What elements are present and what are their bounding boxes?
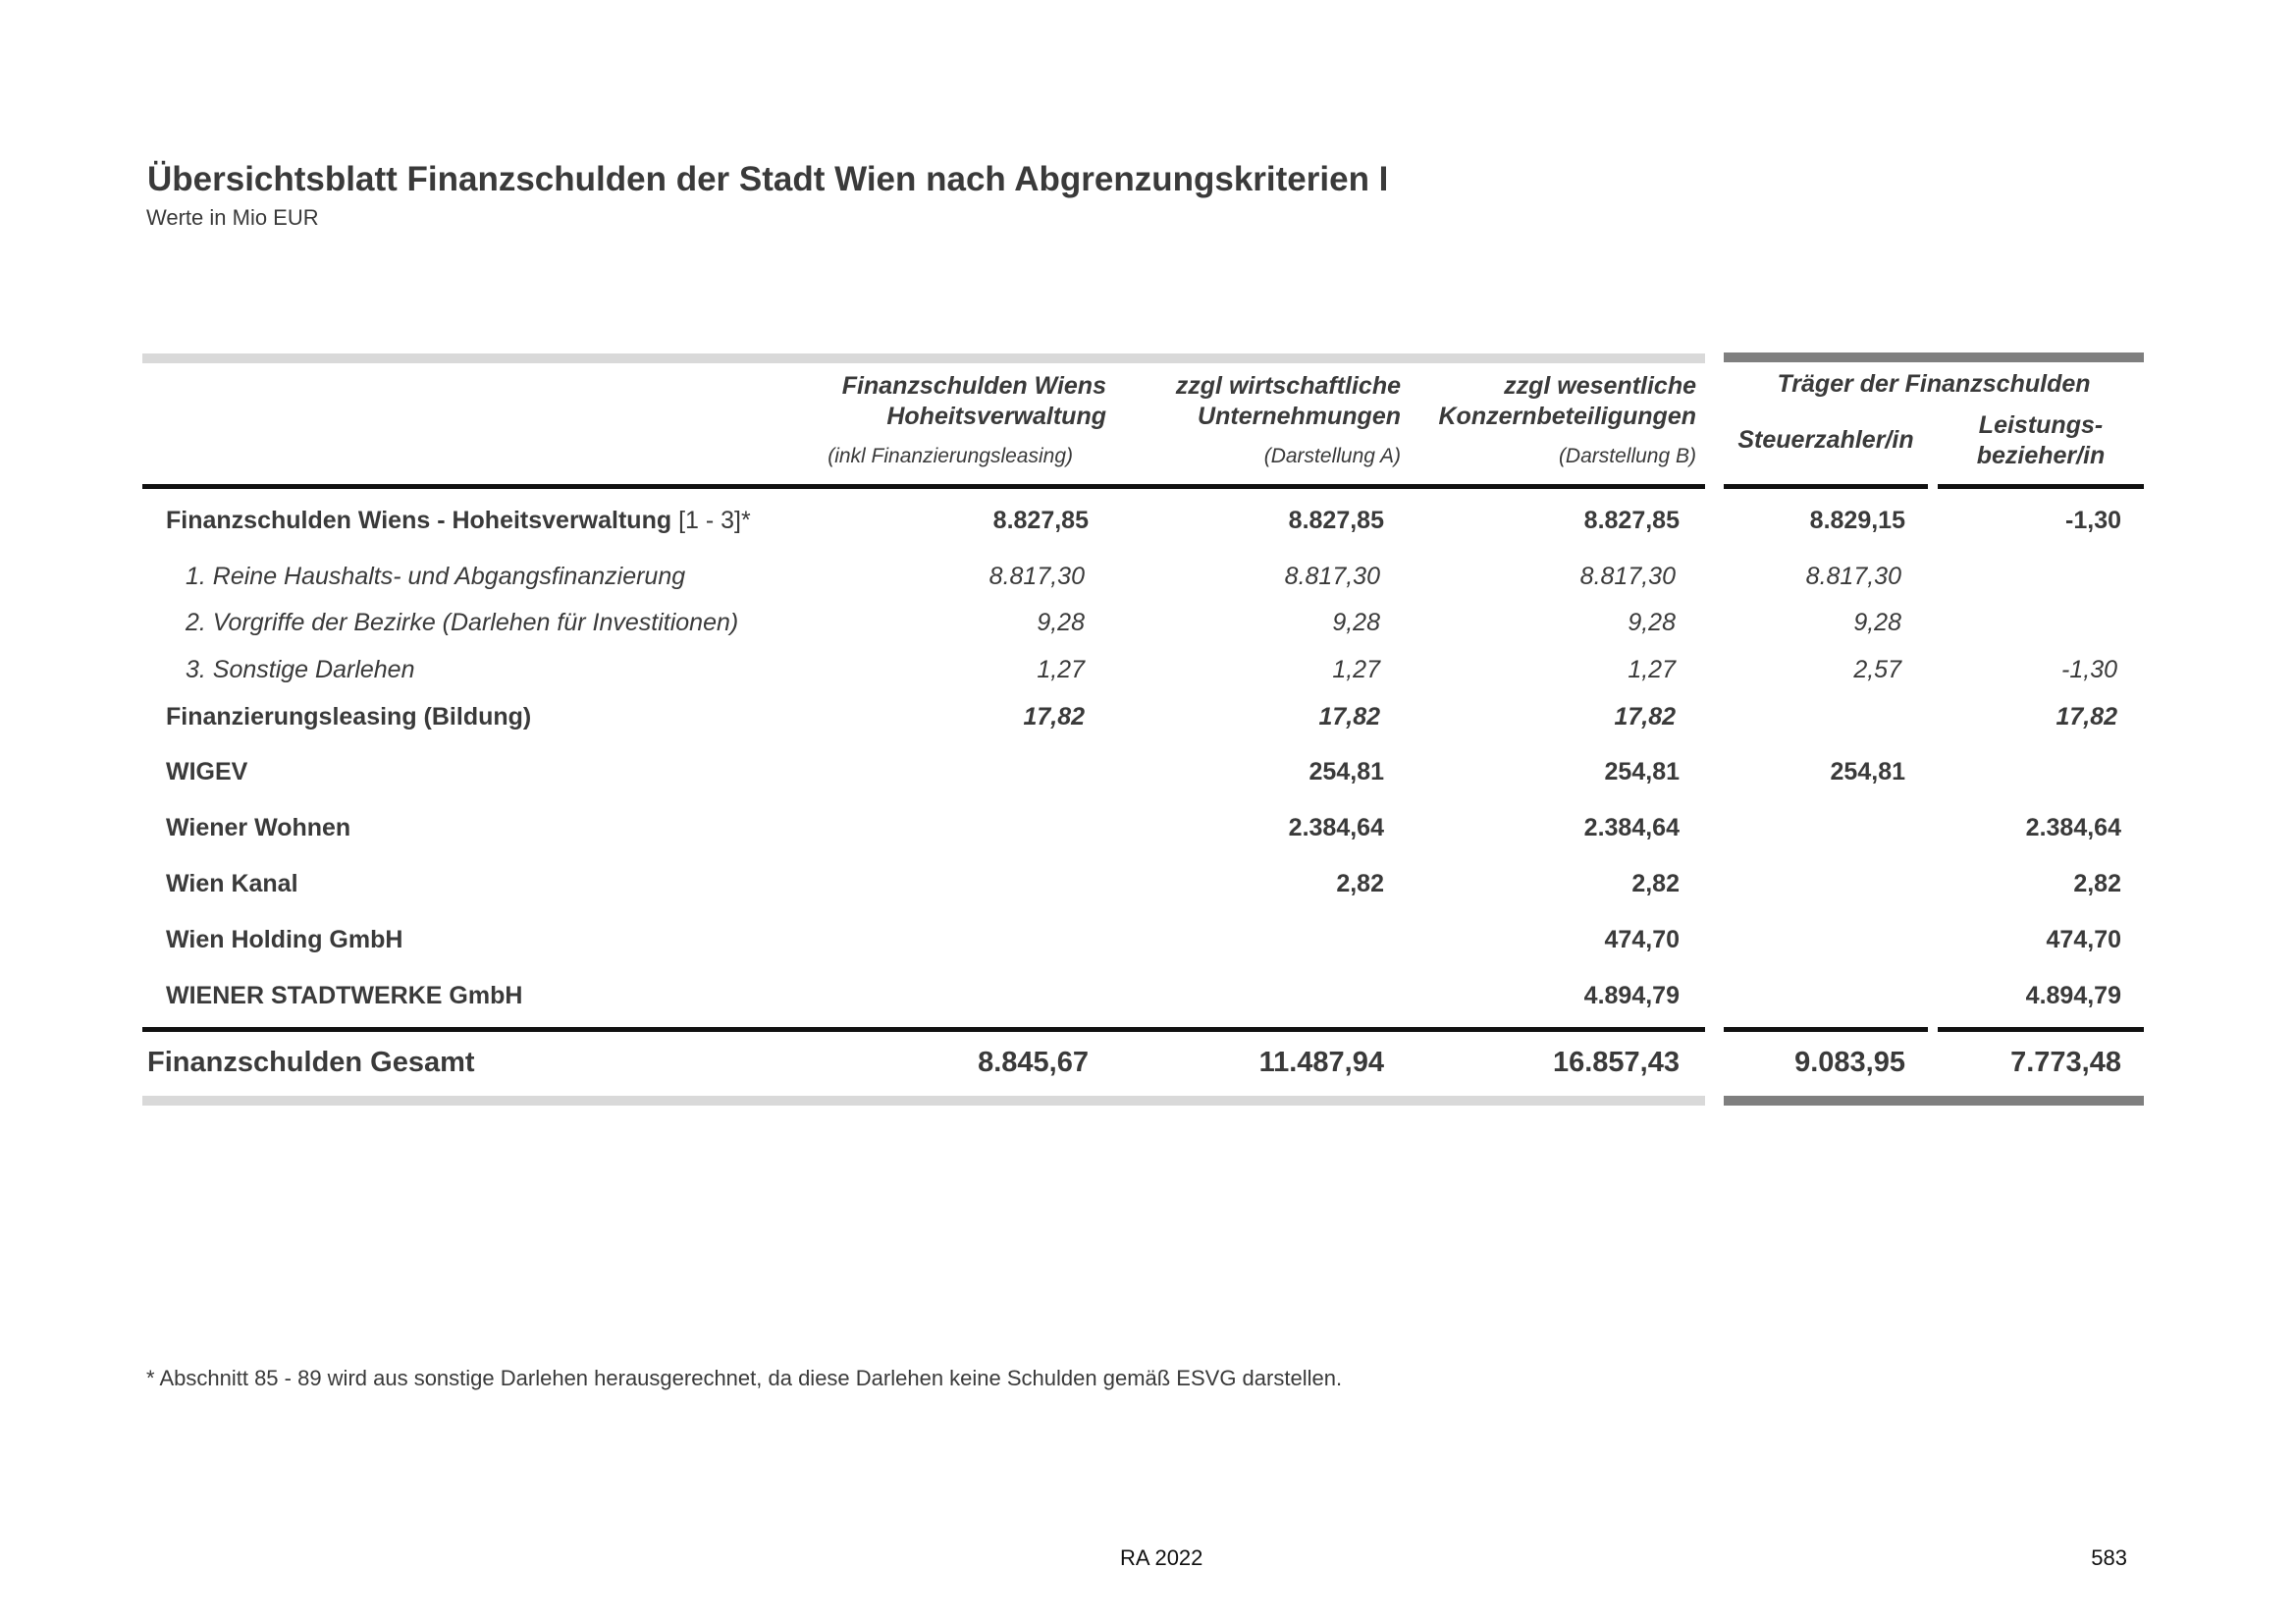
total-rule-col4 <box>1724 1027 1928 1032</box>
cell-r5-c3: 254,81 <box>1604 758 1680 785</box>
header-col5-line2: bezieher/in <box>1976 442 2106 469</box>
page-subtitle: Werte in Mio EUR <box>146 205 319 230</box>
cell-r0-c5: -1,30 <box>2065 507 2121 534</box>
header-col4: Steuerzahler/in <box>1737 426 1914 454</box>
cell-r9-c5: 4.894,79 <box>2025 982 2121 1009</box>
cell-r5-c2: 254,81 <box>1308 758 1384 785</box>
header-rule-col4 <box>1724 484 1928 489</box>
header-col1-sub: (inkl Finanzierungsleasing) <box>828 445 1073 467</box>
cell-r7-c5: 2,82 <box>2073 870 2121 897</box>
total-rule-main <box>142 1027 1705 1032</box>
top-bar-light <box>142 353 1705 363</box>
cell-r0-c3: 8.827,85 <box>1583 507 1680 534</box>
total-c4: 9.083,95 <box>1794 1047 1905 1078</box>
row-label-wigev: WIGEV <box>166 758 248 785</box>
header-group: Träger der Finanzschulden <box>1777 370 2091 398</box>
header-col3 <box>1439 371 1697 432</box>
cell-r2-c1: 9,28 <box>1037 609 1085 636</box>
header-col3-line1: zzgl wesentliche <box>1504 372 1696 400</box>
total-label: Finanzschulden Gesamt <box>147 1047 475 1078</box>
header-col2 <box>1176 371 1401 432</box>
header-col5 <box>1938 410 2144 471</box>
cell-r3-c2: 1,27 <box>1332 656 1380 683</box>
cell-r0-c1: 8.827,85 <box>992 507 1089 534</box>
cell-r3-c3: 1,27 <box>1628 656 1676 683</box>
total-c1: 8.845,67 <box>978 1047 1089 1078</box>
header-col1-line2: Hoheitsverwaltung <box>886 403 1106 430</box>
cell-r4-c3: 17,82 <box>1614 703 1676 731</box>
header-rule-main <box>142 484 1705 489</box>
header-col5-line1: Leistungs- <box>1978 411 2104 439</box>
header-col2-line1: zzgl wirtschaftliche <box>1175 372 1401 400</box>
row-label-wien-holding: Wien Holding GmbH <box>166 926 403 953</box>
row-label-finanzierungsleasing: Finanzierungsleasing (Bildung) <box>166 703 532 731</box>
row-label-wiener-wohnen: Wiener Wohnen <box>166 814 351 841</box>
header-col2-line2: Unternehmungen <box>1198 403 1401 430</box>
row-label-wiener-stadtwerke: WIENER STADTWERKE GmbH <box>166 982 523 1009</box>
row-label-haushaltsfinanzierung: 1. Reine Haushalts- und Abgangsfinanzierung <box>186 563 686 590</box>
row-label-hoheitsverwaltung: Finanzschulden Wiens - Hoheitsverwaltung [1 - 3]* <box>166 507 751 534</box>
total-c2: 11.487,94 <box>1258 1047 1384 1078</box>
cell-r3-c1: 1,27 <box>1037 656 1085 683</box>
footnote: * Abschnitt 85 - 89 wird aus sonstige Darlehen herausgerechnet, da diese Darlehen keine Schulden gemäß ESVG darstellen. <box>146 1366 1343 1390</box>
cell-r4-c5: 17,82 <box>2056 703 2117 731</box>
cell-r2-c4: 9,28 <box>1853 609 1901 636</box>
cell-r1-c3: 8.817,30 <box>1579 563 1676 590</box>
cell-r6-c2: 2.384,64 <box>1288 814 1384 841</box>
header-col1-line1: Finanzschulden Wiens <box>841 372 1106 400</box>
cell-r7-c2: 2,82 <box>1336 870 1384 897</box>
header-col3-sub: (Darstellung B) <box>1558 445 1696 467</box>
cell-r9-c3: 4.894,79 <box>1583 982 1680 1009</box>
cell-r2-c3: 9,28 <box>1628 609 1676 636</box>
header-col3-line2: Konzernbeteiligungen <box>1438 403 1696 430</box>
bottom-bar-light <box>142 1096 1705 1106</box>
bottom-bar-dark <box>1724 1096 2144 1106</box>
cell-r4-c1: 17,82 <box>1023 703 1085 731</box>
cell-r5-c4: 254,81 <box>1830 758 1905 785</box>
total-c5: 7.773,48 <box>2010 1047 2121 1078</box>
total-c3: 16.857,43 <box>1552 1047 1680 1078</box>
cell-r3-c4: 2,57 <box>1853 656 1901 683</box>
cell-r3-c5: -1,30 <box>2061 656 2117 683</box>
total-rule-col5 <box>1938 1027 2144 1032</box>
row-label-vorgriffe-bezirke: 2. Vorgriffe der Bezirke (Darlehen für Investitionen) <box>186 609 739 636</box>
footer-page-number: 583 <box>2091 1545 2127 1570</box>
cell-r0-c4: 8.829,15 <box>1809 507 1905 534</box>
cell-r1-c2: 8.817,30 <box>1284 563 1380 590</box>
cell-r6-c3: 2.384,64 <box>1583 814 1680 841</box>
top-bar-dark <box>1724 352 2144 362</box>
row-label-wien-kanal: Wien Kanal <box>166 870 298 897</box>
cell-r7-c3: 2,82 <box>1631 870 1680 897</box>
cell-r1-c4: 8.817,30 <box>1805 563 1901 590</box>
footer-report: RA 2022 <box>1120 1545 1203 1570</box>
cell-r1-c1: 8.817,30 <box>988 563 1085 590</box>
header-col2-sub: (Darstellung A) <box>1263 445 1401 467</box>
cell-r2-c2: 9,28 <box>1332 609 1380 636</box>
cell-r4-c2: 17,82 <box>1318 703 1380 731</box>
row-label-sonstige-darlehen: 3. Sonstige Darlehen <box>186 656 415 683</box>
cell-r8-c5: 474,70 <box>2046 926 2121 953</box>
cell-r8-c3: 474,70 <box>1604 926 1680 953</box>
cell-r0-c2: 8.827,85 <box>1288 507 1384 534</box>
cell-r6-c5: 2.384,64 <box>2025 814 2121 841</box>
header-rule-col5 <box>1938 484 2144 489</box>
header-col1 <box>842 371 1106 432</box>
page-title: Übersichtsblatt Finanzschulden der Stadt Wien nach Abgrenzungskriterien I <box>147 160 1389 198</box>
